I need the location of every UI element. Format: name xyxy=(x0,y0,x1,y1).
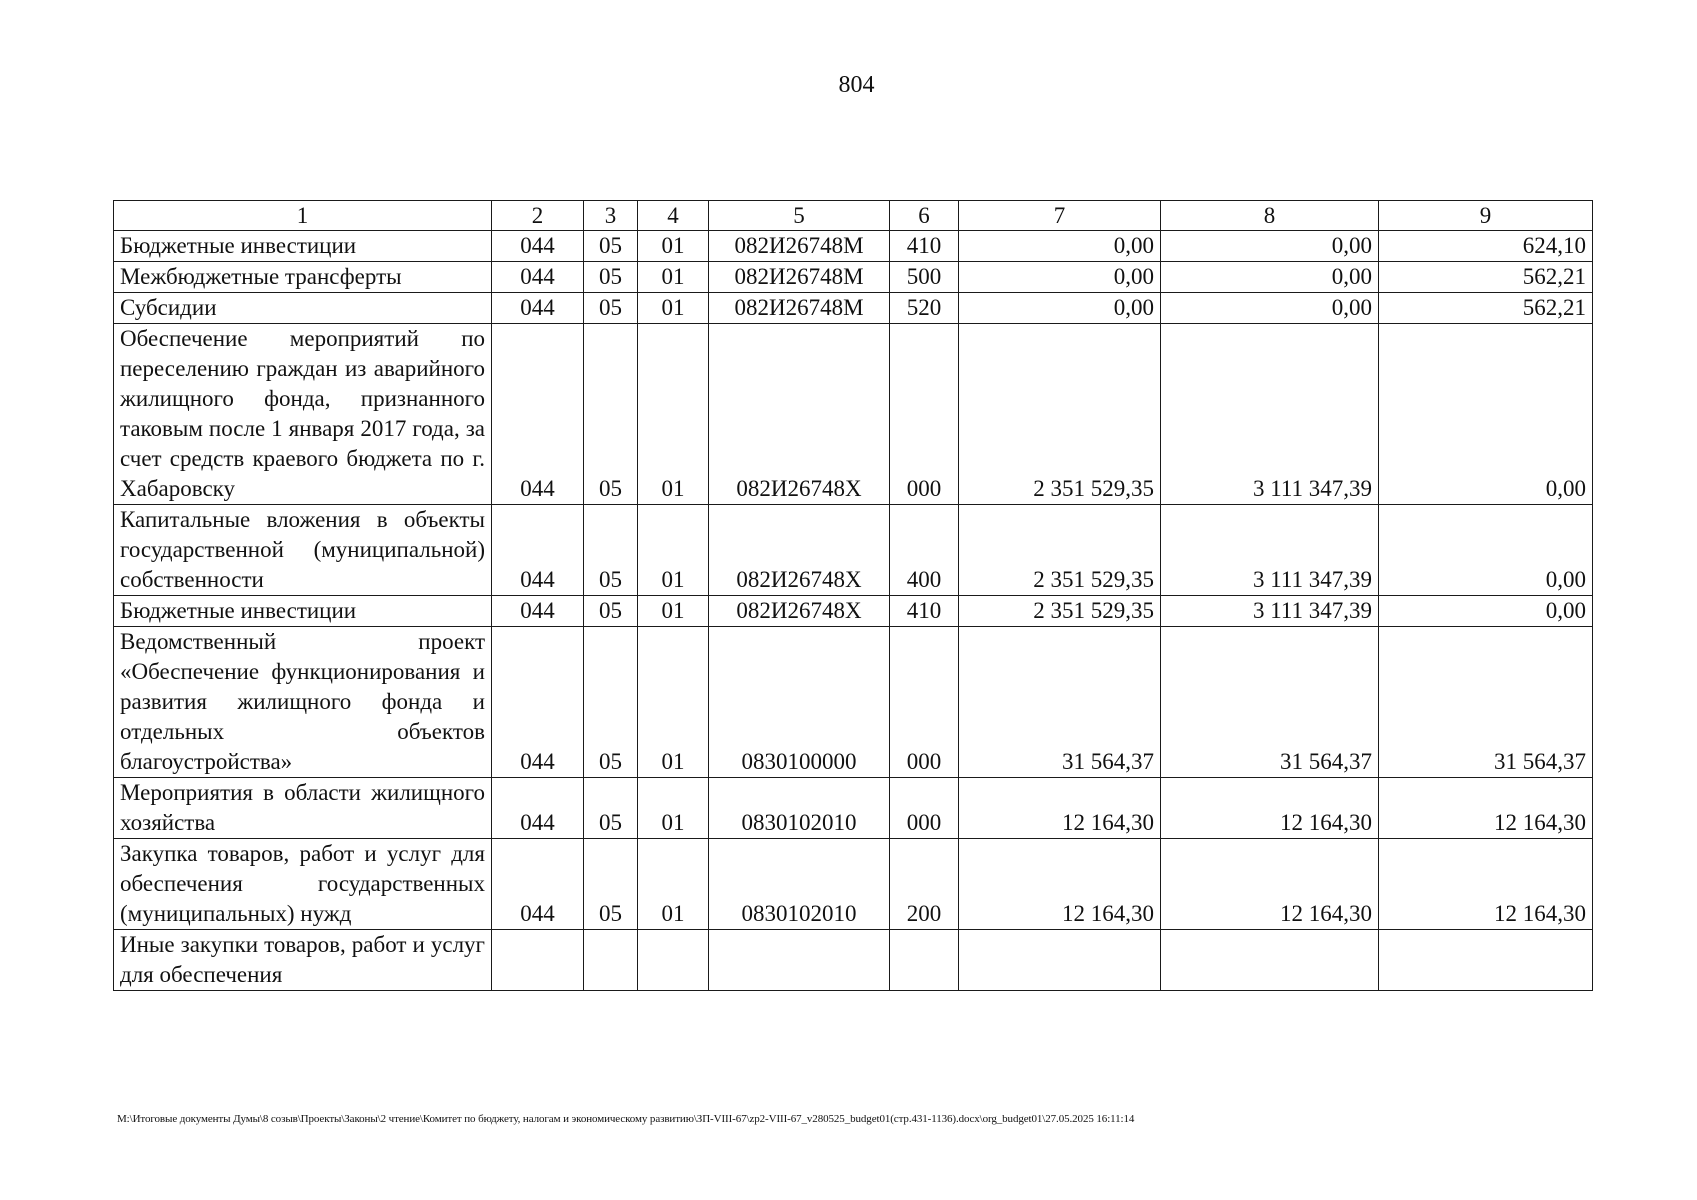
cell-col5: 082И26748Х xyxy=(709,596,890,627)
cell-col3: 05 xyxy=(584,293,638,324)
cell-col7: 2 351 529,35 xyxy=(959,324,1161,505)
cell-col6: 000 xyxy=(890,627,959,778)
row-name: Иные закупки товаров, работ и услуг для обеспечения xyxy=(114,930,492,991)
cell-col3: 05 xyxy=(584,505,638,596)
cell-col2 xyxy=(492,930,584,991)
table-row xyxy=(114,930,1593,991)
cell-col8: 0,00 xyxy=(1161,262,1379,293)
table-row xyxy=(114,324,1593,505)
cell-col4 xyxy=(638,930,709,991)
cell-col3: 05 xyxy=(584,262,638,293)
row-name: Обеспечение мероприятий по переселению граждан из аварийного жилищного фонда, признанного таковым после 1 января 2017 года, за счет средств краевого бюджета по г. Хабаровску xyxy=(114,324,492,505)
row-name: Мероприятия в области жилищного хозяйства xyxy=(114,778,492,839)
cell-col6: 200 xyxy=(890,839,959,930)
file-path-footer: M:\Итоговые документы Думы\8 созыв\Проекты\Законы\2 чтение\Комитет по бюджету, налогам и экономическому развитию\ЗП-VIII-67\zp2-VIII-67_v280525_budget01(стр.431-1136).docx\org_budget01\27.05.2025 16:11:14 xyxy=(117,1113,1135,1125)
cell-col5: 0830102010 xyxy=(709,839,890,930)
cell-col6: 000 xyxy=(890,324,959,505)
cell-col8: 12 164,30 xyxy=(1161,839,1379,930)
column-header: 2 xyxy=(492,201,584,231)
table-row xyxy=(114,262,1593,293)
page-number: 804 xyxy=(838,72,875,98)
cell-col9: 12 164,30 xyxy=(1379,778,1593,839)
cell-col5: 0830102010 xyxy=(709,778,890,839)
cell-col7: 12 164,30 xyxy=(959,839,1161,930)
cell-col5 xyxy=(709,930,890,991)
cell-col2: 044 xyxy=(492,596,584,627)
row-name: Межбюджетные трансферты xyxy=(114,262,492,293)
cell-col4: 01 xyxy=(638,324,709,505)
cell-col8: 3 111 347,39 xyxy=(1161,596,1379,627)
cell-col6: 520 xyxy=(890,293,959,324)
cell-col3: 05 xyxy=(584,839,638,930)
row-name: Бюджетные инвестиции xyxy=(114,596,492,627)
cell-col7: 2 351 529,35 xyxy=(959,505,1161,596)
cell-col5: 082И26748М xyxy=(709,231,890,262)
cell-col4: 01 xyxy=(638,505,709,596)
cell-col3: 05 xyxy=(584,324,638,505)
cell-col4: 01 xyxy=(638,627,709,778)
cell-col4: 01 xyxy=(638,293,709,324)
cell-col4: 01 xyxy=(638,596,709,627)
cell-col4: 01 xyxy=(638,839,709,930)
column-header: 9 xyxy=(1379,201,1593,231)
cell-col5: 082И26748Х xyxy=(709,505,890,596)
row-name: Субсидии xyxy=(114,293,492,324)
cell-col3: 05 xyxy=(584,778,638,839)
header-row xyxy=(114,201,1593,231)
table-row xyxy=(114,596,1593,627)
column-header: 5 xyxy=(709,201,890,231)
row-name: Ведомственный проект «Обеспечение функционирования и развития жилищного фонда и отдельных объектов благоустройства» xyxy=(114,627,492,778)
table-row xyxy=(114,231,1593,262)
cell-col2: 044 xyxy=(492,627,584,778)
cell-col9: 624,10 xyxy=(1379,231,1593,262)
cell-col7: 0,00 xyxy=(959,231,1161,262)
cell-col5: 082И26748М xyxy=(709,262,890,293)
cell-col5: 082И26748М xyxy=(709,293,890,324)
cell-col3: 05 xyxy=(584,231,638,262)
cell-col2: 044 xyxy=(492,778,584,839)
table-row xyxy=(114,505,1593,596)
column-header: 3 xyxy=(584,201,638,231)
cell-col6: 400 xyxy=(890,505,959,596)
table-row xyxy=(114,627,1593,778)
cell-col9: 562,21 xyxy=(1379,293,1593,324)
cell-col8: 0,00 xyxy=(1161,231,1379,262)
cell-col2: 044 xyxy=(492,262,584,293)
cell-col7: 2 351 529,35 xyxy=(959,596,1161,627)
cell-col8: 3 111 347,39 xyxy=(1161,324,1379,505)
cell-col9 xyxy=(1379,930,1593,991)
cell-col7: 12 164,30 xyxy=(959,778,1161,839)
cell-col4: 01 xyxy=(638,778,709,839)
cell-col4: 01 xyxy=(638,262,709,293)
cell-col9: 0,00 xyxy=(1379,505,1593,596)
cell-col8: 31 564,37 xyxy=(1161,627,1379,778)
cell-col2: 044 xyxy=(492,839,584,930)
cell-col6: 410 xyxy=(890,231,959,262)
cell-col2: 044 xyxy=(492,231,584,262)
cell-col8: 12 164,30 xyxy=(1161,778,1379,839)
cell-col2: 044 xyxy=(492,505,584,596)
budget-table xyxy=(113,200,1593,991)
cell-col4: 01 xyxy=(638,231,709,262)
cell-col6: 000 xyxy=(890,778,959,839)
cell-col9: 0,00 xyxy=(1379,596,1593,627)
cell-col9: 0,00 xyxy=(1379,324,1593,505)
cell-col5: 0830100000 xyxy=(709,627,890,778)
cell-col5: 082И26748Х xyxy=(709,324,890,505)
table-row xyxy=(114,293,1593,324)
cell-col3: 05 xyxy=(584,596,638,627)
cell-col8: 3 111 347,39 xyxy=(1161,505,1379,596)
cell-col2: 044 xyxy=(492,324,584,505)
column-header: 4 xyxy=(638,201,709,231)
cell-col3 xyxy=(584,930,638,991)
cell-col7: 31 564,37 xyxy=(959,627,1161,778)
cell-col6 xyxy=(890,930,959,991)
row-name: Бюджетные инвестиции xyxy=(114,231,492,262)
cell-col9: 562,21 xyxy=(1379,262,1593,293)
cell-col7 xyxy=(959,930,1161,991)
row-name: Капитальные вложения в объекты государственной (муниципальной) собственности xyxy=(114,505,492,596)
cell-col9: 12 164,30 xyxy=(1379,839,1593,930)
table-row xyxy=(114,778,1593,839)
row-name: Закупка товаров, работ и услуг для обеспечения государственных (муниципальных) нужд xyxy=(114,839,492,930)
cell-col9: 31 564,37 xyxy=(1379,627,1593,778)
cell-col8: 0,00 xyxy=(1161,293,1379,324)
column-header: 1 xyxy=(114,201,492,231)
table-row xyxy=(114,839,1593,930)
cell-col2: 044 xyxy=(492,293,584,324)
column-header: 7 xyxy=(959,201,1161,231)
cell-col7: 0,00 xyxy=(959,262,1161,293)
cell-col7: 0,00 xyxy=(959,293,1161,324)
cell-col8 xyxy=(1161,930,1379,991)
column-header: 6 xyxy=(890,201,959,231)
cell-col6: 500 xyxy=(890,262,959,293)
cell-col6: 410 xyxy=(890,596,959,627)
column-header: 8 xyxy=(1161,201,1379,231)
cell-col3: 05 xyxy=(584,627,638,778)
